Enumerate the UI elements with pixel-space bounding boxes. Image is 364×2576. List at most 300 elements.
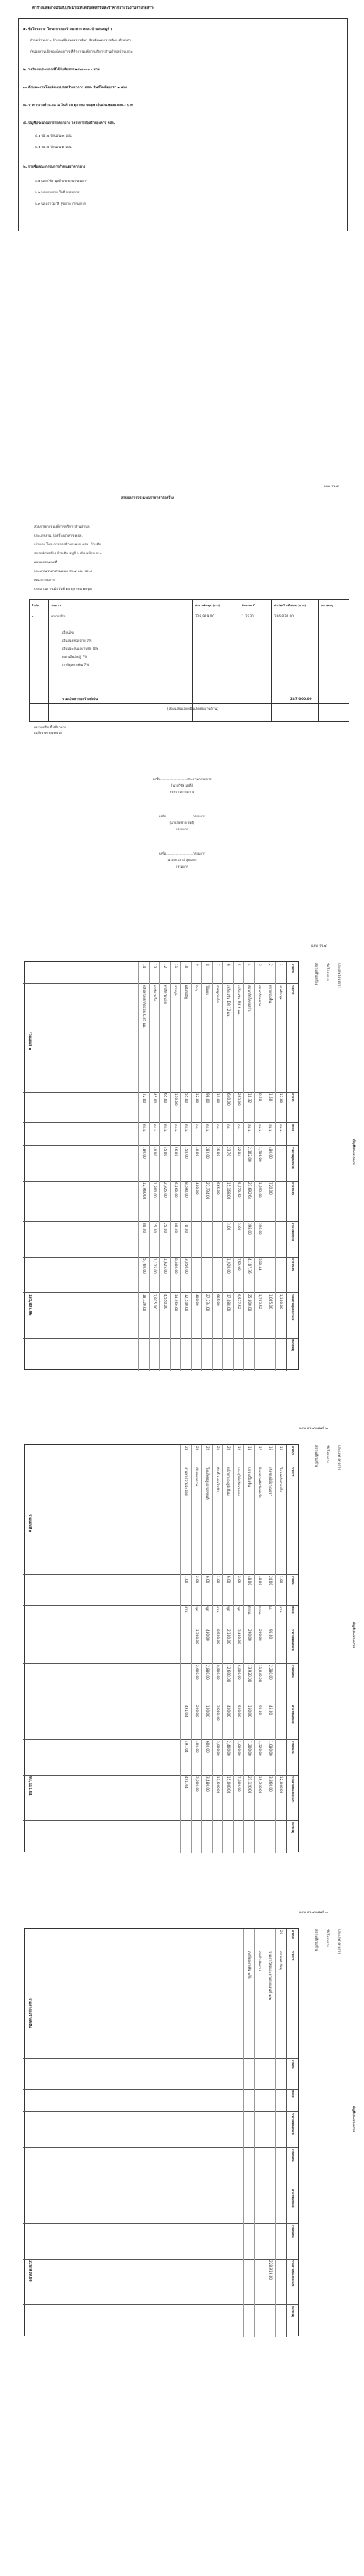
- boq-cell: 1,625.00: [163, 1258, 167, 1274]
- summary-notes: [62, 630, 224, 679]
- boq-cell: 1,920.00: [226, 1258, 231, 1274]
- summary-meta-line: ประมาณการเมื่อวันที่ ๑๐ ตุลาคม ๒๕๖๒: [34, 587, 92, 591]
- boq-cell: 2,102.00: [248, 1147, 252, 1162]
- summary-note: ภาษีมูลค่าเพิ่ม 7%: [62, 663, 90, 667]
- boq-cell: 5,760.00: [142, 1258, 146, 1274]
- boq-cell: 759.00: [237, 1258, 241, 1271]
- boq-col-header: หน่วย: [291, 1124, 294, 1131]
- boq-cell: ตร.ม.: [163, 1124, 167, 1133]
- boq-col-header: หมายเหตุ: [291, 2306, 294, 2317]
- boq-header-line: ประเภทโครงการ: [337, 963, 341, 988]
- boq-cell: 1,300.00: [195, 1629, 199, 1644]
- boq-cell: งานดินขุด: [279, 985, 283, 1000]
- boq-cell: 3,480.00: [205, 1776, 210, 1792]
- boq-cell: ค่าขนส่งวัสดุ: [279, 1951, 283, 1971]
- col-divider: [23, 1338, 298, 1339]
- boq-cell: 4: [248, 964, 252, 966]
- boq-cell: คอนกรีตโครงสร้าง: [248, 985, 252, 1013]
- boq-cell: 283.00: [205, 1147, 210, 1159]
- summary-total-value: 287,000.00: [290, 697, 312, 701]
- boq-cell: 3,000.00: [216, 1705, 220, 1721]
- boq-cell: 491.04: [184, 1776, 188, 1789]
- boq-cell: 491.04: [184, 1705, 188, 1717]
- boq-cell: 21,692.64: [248, 1182, 252, 1200]
- boq-col-header: หมายเหตุ: [291, 1339, 294, 1351]
- summary-cell: 1.2530: [242, 614, 254, 618]
- boq-cell: 480.00: [269, 1147, 273, 1159]
- budget-item: ๕. บัญชีประมาณการราคากลาง โครงการก่อสร้างอาคาร คสล.: [23, 121, 116, 125]
- boq-cell: 110.00: [174, 1093, 178, 1106]
- boq-cell: 290.00: [248, 1629, 252, 1641]
- boq-col-header: ลำดับที่: [291, 964, 294, 973]
- boq-cell: 95.00: [269, 1629, 273, 1639]
- boq-cell: 25.00: [163, 1223, 167, 1233]
- boq-cell: 1,786.00: [258, 1147, 262, 1162]
- boq-cell: 12.00: [195, 1093, 199, 1103]
- boq-cell: 100.00: [205, 1705, 210, 1717]
- boq-cell: ลวดผูกเหล็ก: [216, 985, 220, 1003]
- summary-total-label: รวมเป็นค่าก่อสร้างทั้งสิ้น: [62, 697, 98, 701]
- boq-cell: เหล็กเสริม RB 6 มม.: [237, 985, 241, 1016]
- boq-cell: 17.00: [279, 1093, 283, 1103]
- signature-line: ลงชื่อ..........................ประธานกรรมการ: [152, 777, 212, 781]
- boq-cell: 25: [279, 1930, 283, 1935]
- boq-cell: กก.: [195, 1124, 199, 1130]
- boq-cell: 10: [184, 964, 188, 969]
- boq-title: บัญชีประมาณการ: [352, 1139, 356, 1166]
- boq-cell: 3,360.00: [269, 1776, 273, 1792]
- boq-col-header: ลำดับที่: [291, 1930, 294, 1939]
- boq-cell: 4,320.00: [258, 1741, 262, 1756]
- summary-note: ดอกเบี้ยเงินกู้ 7%: [62, 655, 88, 659]
- boq-cell: 480.00: [195, 1182, 199, 1195]
- boq-cell: 45.00: [153, 1093, 157, 1103]
- boq-cell: 12,960.00: [142, 1182, 146, 1200]
- boq-cell: ทาสีภายนอก: [163, 985, 167, 1004]
- boq-cell: กก.: [237, 1124, 241, 1130]
- page-label-pr4-3: แบบ ปร.๔ แผ่นที่ ๓: [299, 1910, 328, 1914]
- boq-cell: ตร.ม.: [184, 1124, 188, 1133]
- summary-header-cell: ค่าก่อสร้างทั้งหมด (บาท): [274, 604, 307, 607]
- summary-title: สรุปผลการประมาณราคาค่าก่อสร้าง: [121, 495, 174, 499]
- summary-header-cell: ค่างานต้นทุน (บาท): [195, 604, 221, 607]
- boq-cell: ตร.ม.: [142, 1124, 146, 1133]
- boq-cell: 3: [258, 964, 262, 966]
- boq-col-header: รายการ: [291, 1467, 294, 1477]
- summary-header-cell: รายการ: [51, 604, 61, 607]
- boq-cell: 24.00: [269, 1576, 273, 1585]
- boq-cell: 70.00: [184, 1223, 188, 1233]
- boq-sheet-2: [15, 1436, 359, 1861]
- boq-cell: 665.00: [216, 1182, 220, 1195]
- boq-cell: 2: [269, 964, 273, 966]
- summary-meta-line: สถานที่ก่อสร้าง บ้านดิน หมู่ที่ ๖ ตำบลบ้านเกาะ: [34, 551, 102, 555]
- boq-cell: 1.00: [216, 1576, 220, 1584]
- boq-cell: 1.00: [279, 1576, 283, 1584]
- boq-cell: 20: [226, 1446, 231, 1451]
- boq-cell: 3,000.00: [216, 1741, 220, 1756]
- col-divider: [23, 1292, 298, 1293]
- boq-cell: 18: [248, 1446, 252, 1451]
- boq-cell: ชุด: [205, 1606, 210, 1611]
- budget-item: ๖.๓ นางสาวมาลี สุขมาก กรรมการ: [35, 202, 87, 206]
- boq-cell: 80.00: [174, 1223, 178, 1233]
- boq-cell: ตร.ม.: [174, 1124, 178, 1133]
- budget-item: ๓. ลักษณะงานโดยสังเขป ก่อสร้างอาคาร คสล. พื้นที่ไม่น้อยกว่า ๑ แห่ง: [23, 85, 127, 89]
- summary-meta-line: ประมาณราคาตามแบบ ปร.๔ และ ปร.๕: [34, 569, 93, 573]
- boq-sum-value: 93,111.04: [28, 1776, 32, 1796]
- boq-cell: 480.00: [205, 1629, 210, 1641]
- boq-cell: 40.00: [195, 1147, 199, 1156]
- signature-role: ประธานกรรมการ: [169, 790, 195, 794]
- boq-cell: 19: [237, 1446, 241, 1451]
- boq-cell: 1,393.08: [258, 1182, 262, 1198]
- summary-total-text: (สองแสนแปดหมื่นเจ็ดพันบาทถ้วน): [167, 707, 218, 711]
- boq-header-line: สถานที่ก่อสร้าง: [315, 1929, 319, 1952]
- summary-cell: ค่าก่อสร้าง: [51, 614, 67, 618]
- boq-cell: ฝ้าเพดานยิปซั่มบอร์ด: [258, 1467, 262, 1498]
- boq-sheet-3: [15, 1920, 359, 2345]
- col-divider: [23, 983, 298, 984]
- boq-cell: 400.00: [226, 1705, 231, 1717]
- col-divider: [23, 1122, 298, 1123]
- boq-cell: ตร.ม.: [248, 1606, 252, 1615]
- boq-cell: 22: [205, 1446, 210, 1451]
- boq-cell: ทาสีภายใน: [153, 985, 157, 1002]
- boq-col-header: ลำดับที่: [291, 1446, 294, 1455]
- boq-cell: 491.04: [184, 1741, 188, 1753]
- budget-item: ๕.๑ ปร.๔ จำนวน ๓ แผ่น: [35, 134, 72, 138]
- summary-meta-line: แบบแปลนเลขที่ -: [34, 560, 60, 564]
- boq-cell: 8: [205, 964, 210, 966]
- budget-item: ๕.๒ ปร.๕ จำนวน ๑ แผ่น: [35, 145, 72, 149]
- summary-note: เงินล่วงหน้าจ่าย 0%: [62, 639, 92, 643]
- budget-item: ๖.๑ นายวิชัย มุ่งดี ประธานกรรมการ: [35, 179, 88, 183]
- boq-header-line: ชื่อโครงการ: [326, 1929, 330, 1947]
- boq-sum-value: 228,919.00: [28, 2260, 32, 2282]
- boq-cell: 21: [216, 1446, 220, 1451]
- summary-cell: ๑: [32, 614, 34, 618]
- boq-sheet-1: [15, 953, 359, 1378]
- boq-col-header: ราคาวัสดุต่อหน่วย: [291, 2113, 294, 2135]
- boq-cell: 310.44: [258, 1258, 262, 1271]
- boq-cell: 8,800.00: [174, 1258, 178, 1274]
- boq-cell: 14: [142, 964, 146, 969]
- boq-cell: 180.00: [142, 1147, 146, 1159]
- boq-cell: 6: [226, 964, 231, 966]
- boq-col-header: รวมค่าวัสดุและค่าแรง: [291, 1294, 294, 1321]
- boq-cell: โครงหลังคาเหล็ก: [279, 1467, 283, 1493]
- boq-cell: งาน: [279, 1606, 283, 1613]
- boq-cell: ติดตั้งระบบไฟฟ้า: [216, 1467, 220, 1492]
- boq-cell: ทรายรองพื้น: [269, 985, 273, 1004]
- summary-meta-line: คณะกรรมการ: [34, 578, 55, 582]
- boq-cell: 665.00: [216, 1294, 220, 1306]
- boq-cell: ตร.ม.: [153, 1124, 157, 1133]
- boq-cell: 1,100.00: [279, 1294, 283, 1309]
- boq-cell: 98.00: [205, 1093, 210, 1103]
- col-divider: [23, 1092, 298, 1093]
- boq-cell: 27,734.00: [205, 1182, 210, 1200]
- signature-line: ลงชื่อ..........................กรรมการ: [158, 851, 206, 855]
- col-divider: [23, 1221, 298, 1222]
- boq-cell: 14,960.00: [174, 1294, 178, 1312]
- boq-col-header: จำนวนเงิน: [291, 2225, 294, 2238]
- boq-col-header: ราคาวัสดุต่อหน่วย: [291, 1629, 294, 1651]
- boq-sum-label: รวมแผ่นที่ ๑: [28, 1032, 32, 1050]
- boq-cell: 400.00: [195, 1741, 199, 1753]
- budget-item: /หน่วยงานเจ้าของโครงการ ที่ทำการองค์การบริหารส่วนตำบลบ้านเกาะ: [30, 49, 133, 53]
- col-divider: [23, 2223, 298, 2224]
- summary-note: เงื่อนไข: [62, 630, 74, 634]
- budget-item: ๒. วงเงินงบประมาณที่ได้รับจัดสรร ๒๘๗,๐๐๐.- บาท: [23, 67, 100, 71]
- summary-cell: 286,834.00: [274, 614, 294, 618]
- boq-cell: 3.00: [226, 1223, 231, 1231]
- boq-cell: 2,925.00: [163, 1182, 167, 1198]
- boq-col-header: รายการ: [291, 1951, 294, 1961]
- header-divider: [286, 1445, 287, 1853]
- boq-cell: 45.00: [269, 1705, 273, 1715]
- boq-header-line: ประเภทโครงการ: [337, 1929, 341, 1954]
- boq-cell: 0.78: [258, 1093, 262, 1101]
- col-divider: [23, 1574, 298, 1575]
- boq-cell: 1,080.00: [269, 1741, 273, 1756]
- boq-cell: 2,600.00: [195, 1665, 199, 1680]
- boq-cell: หลังคาเหล็กรีดลอน 0.35 มม.: [142, 985, 146, 1029]
- boq-cell: 15,000.00: [226, 1776, 231, 1794]
- boq-cell: 398.00: [258, 1223, 262, 1235]
- boq-cell: 3,000.00: [195, 1776, 199, 1792]
- summary-meta-line: เจ้าของ โครงการก่อสร้างอาคาร คสล. บ้านดิน: [34, 542, 102, 546]
- boq-cell: 7: [216, 964, 220, 966]
- boq-col-header: หน่วย: [291, 1606, 294, 1614]
- boq-cell: ชุด: [195, 1606, 199, 1611]
- boq-col-header: จำนวนเงิน: [291, 1258, 294, 1271]
- boq-cell: 1: [279, 964, 283, 966]
- boq-cell: 25.00: [153, 1223, 157, 1233]
- boq-cell: 4,107.36: [248, 1258, 252, 1274]
- boq-cell: 24: [184, 1446, 188, 1451]
- boq-cell: 6.00: [205, 1576, 210, 1584]
- col-divider: [23, 1257, 298, 1258]
- boq-cell: หน้าต่างอะลูมิเนียม: [226, 1467, 231, 1496]
- boq-cell: 6,800.00: [237, 1665, 241, 1680]
- boq-cell: ฉาบปูน: [174, 985, 178, 996]
- boq-table: [24, 1928, 299, 2336]
- boq-cell: 90.00: [258, 1705, 262, 1715]
- boq-col-header: ราคาวัสดุต่อหน่วย: [291, 1147, 294, 1169]
- col-divider: [23, 2259, 298, 2260]
- boq-cell: 1.50: [269, 1093, 273, 1101]
- summary-meta: [34, 524, 341, 596]
- boq-cell: งาน: [184, 1606, 188, 1613]
- boq-cell: 15,360.00: [258, 1776, 262, 1794]
- boq-cell: 12: [163, 964, 167, 969]
- budget-item: ๖.๒ นายสมชาย ใจดี กรรมการ: [35, 190, 80, 194]
- boq-cell: 8,500.00: [216, 1665, 220, 1680]
- boq-header-line: ชื่อโครงการ: [326, 1445, 330, 1463]
- signature-role: กรรมการ: [175, 864, 189, 868]
- budget-box: [18, 18, 348, 231]
- boq-title: บัญชีประมาณการ: [352, 2106, 356, 2133]
- summary-footer: [34, 725, 196, 736]
- boq-cell: 48.00: [258, 1576, 262, 1585]
- signature-line: ลงชื่อ..........................กรรมการ: [158, 814, 206, 818]
- boq-cell: 35.00: [216, 1147, 220, 1156]
- col-divider: [23, 2089, 298, 2090]
- boq-cell: 2,880.00: [205, 1665, 210, 1680]
- summary-note: เงินประกันผลงานหัก 0%: [62, 647, 99, 651]
- boq-cell: 9: [195, 964, 199, 966]
- summary-header-cell: ลำดับ: [32, 604, 39, 607]
- boq-cell: 2,925.00: [153, 1294, 157, 1309]
- boq-cell: 200.00: [195, 1705, 199, 1717]
- boq-cell: ค่าดำเนินการ: [258, 1951, 262, 1971]
- boq-cell: 15,168.00: [226, 1182, 231, 1200]
- boq-cell: 8,690.00: [184, 1182, 188, 1198]
- boq-cell: 1.00: [184, 1576, 188, 1584]
- boq-sum-value: 135,807.96: [28, 1294, 32, 1316]
- boq-cell: 480.00: [195, 1294, 199, 1306]
- boq-cell: งาน: [216, 1606, 220, 1613]
- boq-title: บัญชีประมาณการ: [352, 1622, 356, 1649]
- budget-item: ตำบลบ้านเกาะ อำเภอเมืองนครราชสีมา จังหวัดนครราชสีมา ตำบลท่า: [30, 38, 131, 42]
- boq-col-header: จำนวนเงิน: [291, 1741, 294, 1754]
- boq-cell: 1,703.52: [258, 1294, 262, 1309]
- boq-cell: 720.00: [269, 1182, 273, 1195]
- boq-cell: 2.00: [237, 1576, 241, 1584]
- boq-cell: 27,734.00: [205, 1294, 210, 1312]
- page-label-pr4-1: แบบ ปร.๔: [311, 944, 327, 948]
- summary-meta-line: ส่วนราชการ องค์การบริหารส่วนตำบล: [34, 524, 90, 528]
- boq-cell: 18,720.00: [142, 1294, 146, 1312]
- boq-cell: พัดลมเพดาน: [195, 1467, 199, 1486]
- boq-col-header: จำนวนเงิน: [291, 1182, 294, 1195]
- boq-col-header: หน่วย: [291, 2090, 294, 2098]
- boq-cell: กก.: [216, 1124, 220, 1130]
- boq-cell: 8,500.00: [216, 1629, 220, 1644]
- boq-cell: เหล็กเสริม DB 12 มม.: [226, 985, 231, 1018]
- boq-cell: 3,400.00: [237, 1629, 241, 1644]
- boq-cell: 12,600.00: [226, 1665, 231, 1683]
- boq-cell: 23.70: [226, 1147, 231, 1156]
- boq-cell: 7,200.00: [248, 1741, 252, 1756]
- boq-sum-label: รวมค่าก่อสร้างทั้งสิ้น: [28, 1998, 32, 2028]
- boq-col-header: จำนวนเงิน: [291, 1665, 294, 1678]
- col-divider: [23, 2304, 298, 2305]
- boq-cell: 3.00: [237, 1223, 241, 1231]
- summary-table: [29, 599, 349, 722]
- boq-cell: 5: [237, 964, 241, 966]
- boq-cell: 2,400.00: [226, 1741, 231, 1756]
- boq-header-line: สถานที่ก่อสร้าง: [315, 963, 319, 986]
- budget-item: ๑. ชื่อโครงการ โครงการก่อสร้างอาคาร คสล. บ้านดินหมู่ที่ ๖: [23, 27, 113, 31]
- col-divider: [23, 1739, 298, 1740]
- boq-cell: 6,160.00: [174, 1182, 178, 1198]
- boq-cell: โคมไฟฟลูออเรสเซนต์: [205, 1467, 210, 1500]
- boq-cell: 398.00: [248, 1223, 252, 1235]
- boq-col-header: จำนวน: [291, 1576, 294, 1585]
- boq-cell: 12,000.00: [279, 1776, 283, 1794]
- summary-footer-line: เฉลี่ยราคาต่อหน่วย: [34, 731, 62, 735]
- boq-cell: 5,778.52: [237, 1182, 241, 1198]
- boq-cell: 48.00: [248, 1576, 252, 1585]
- boq-cell: 21,120.00: [248, 1776, 252, 1794]
- boq-cell: ม.: [269, 1606, 273, 1611]
- boq-cell: 72.00: [142, 1093, 146, 1103]
- boq-header-line: ชื่อโครงการ: [326, 963, 330, 981]
- boq-cell: 640.00: [226, 1093, 231, 1106]
- boq-cell: 1,005.00: [269, 1294, 273, 1309]
- boq-cell: ประตูไม้พร้อมวงกบ: [237, 1467, 241, 1496]
- boq-cell: 11,500.00: [216, 1776, 220, 1794]
- boq-cell: ลบ.ม.: [248, 1124, 252, 1133]
- col-divider: [23, 1775, 298, 1776]
- boq-col-header: จำนวน: [291, 1093, 294, 1102]
- boq-cell: 16: [269, 1446, 273, 1451]
- boq-cell: ลบ.ม.: [269, 1124, 273, 1133]
- boq-col-header: รายการ: [291, 985, 294, 995]
- boq-cell: ไม้แบบ: [205, 985, 210, 995]
- col-divider: [23, 1145, 298, 1146]
- header-divider: [286, 962, 287, 1371]
- summary-header-cell: หมายเหตุ: [321, 604, 333, 607]
- col-divider: [23, 1820, 298, 1821]
- boq-cell: 10.32: [248, 1093, 252, 1103]
- boq-cell: 158.00: [184, 1147, 188, 1159]
- boq-cell: 13: [153, 964, 157, 969]
- boq-sum-label: รวมแผ่นที่ ๒: [28, 1514, 32, 1533]
- boq-cell: 17: [258, 1446, 262, 1451]
- boq-cell: ลบ.ม.: [258, 1124, 262, 1133]
- boq-cell: 6,537.52: [237, 1294, 241, 1309]
- boq-cell: 11,040.00: [258, 1665, 262, 1683]
- doc-title: ตารางแสดงวงเงินงบประมาณที่ได้รับจัดสรรและราคากลางในงานจ้างก่อสร้าง: [32, 6, 155, 11]
- summary-cell: 228,919.00: [195, 614, 214, 618]
- col-divider: [23, 1181, 298, 1182]
- summary-meta-line: ประเภทงาน ก่อสร้างอาคาร คสล.: [34, 533, 83, 537]
- boq-cell: 12,540.00: [184, 1294, 188, 1312]
- boq-cell: 6.00: [226, 1576, 231, 1584]
- summary-table-header: [30, 600, 349, 613]
- col-divider: [23, 2111, 298, 2112]
- col-divider: [23, 2058, 298, 2059]
- boq-cell: 23: [195, 1446, 199, 1451]
- page-label-pr4-2: แบบ ปร.๔ แผ่นที่ ๒: [299, 1426, 328, 1430]
- col-divider: [23, 2147, 298, 2148]
- boq-header-line: ประเภทโครงการ: [337, 1445, 341, 1470]
- boq-cell: 4,550.00: [163, 1294, 167, 1309]
- boq-cell: 500.00: [237, 1705, 241, 1717]
- boq-cell: 2,100.00: [226, 1629, 231, 1644]
- boq-cell: 40.00: [153, 1147, 157, 1156]
- header-divider: [286, 1929, 287, 2337]
- col-divider: [23, 1663, 298, 1664]
- boq-cell: ตะปู: [195, 985, 199, 991]
- boq-cell: 228,919.00: [269, 2260, 273, 2280]
- boq-cell: ชุด: [226, 1606, 231, 1611]
- boq-cell: รวมค่าวัสดุและค่าแรง แผ่นที่ ๑-๒: [269, 1951, 273, 2001]
- boq-cell: ปูกระเบื้องพื้น: [248, 1467, 252, 1487]
- signature-role: กรรมการ: [175, 827, 189, 831]
- summary-footer-line: ขนาดหรือเนื้อที่อาคาร: [34, 725, 67, 729]
- boq-col-header: ค่าแรงต่อหน่วย: [291, 1705, 294, 1724]
- boq-cell: 3,850.00: [184, 1258, 188, 1274]
- boq-cell: 7,800.00: [237, 1776, 241, 1792]
- boq-cell: 230.00: [258, 1629, 262, 1641]
- signature-name: (นางสาวมาลี สุขมาก): [166, 858, 198, 862]
- boq-cell: ลบ.ม.: [279, 1124, 283, 1133]
